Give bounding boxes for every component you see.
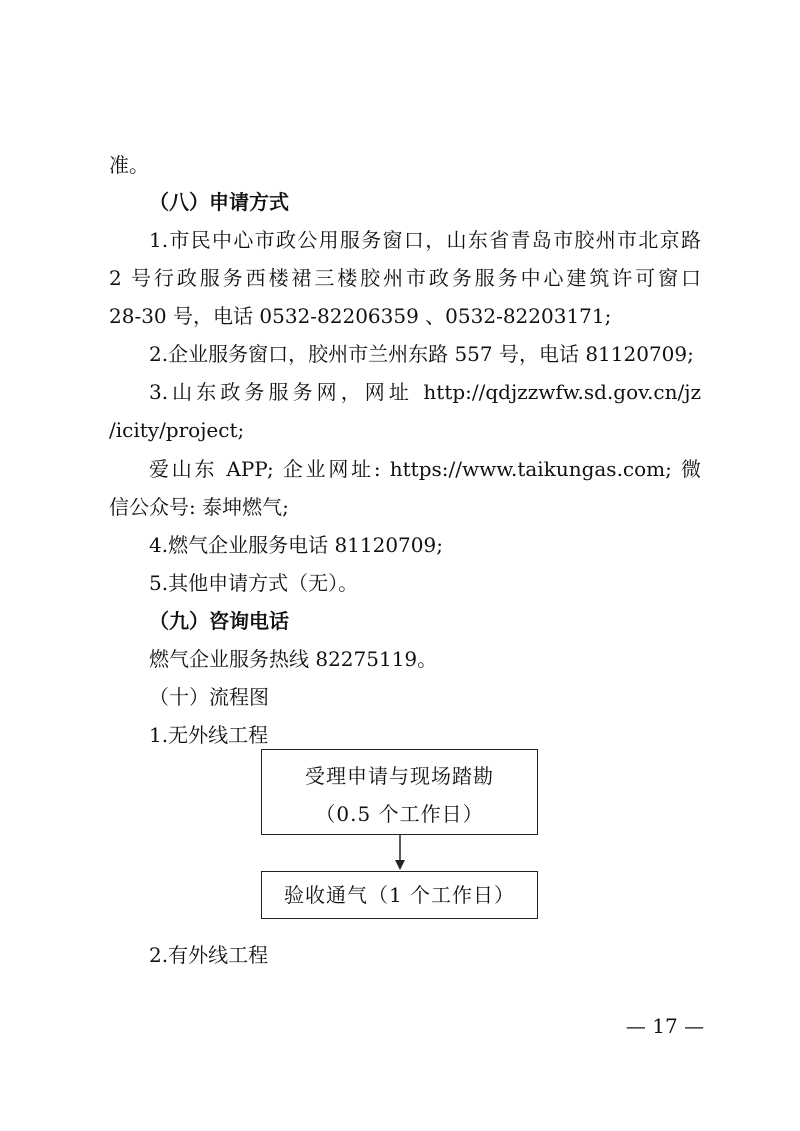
section-heading-consultation-phone: （九）咨询电话 [149,609,289,633]
flowchart-arrow-icon [389,835,411,871]
text-line: 28-30 号，电话 0532-82206359 、0532-82203171; [109,304,612,328]
text-line: 准。 [109,153,149,177]
text-line: 燃气企业服务热线 82275119。 [149,647,438,671]
section-heading-application-method: （八）申请方式 [149,190,289,214]
flowchart-box-acceptance [261,749,538,835]
section-heading-flowchart: （十）流程图 [149,685,269,709]
text-line: 5.其他申请方式（无）。 [149,571,359,595]
text-line: 2.企业服务窗口，胶州市兰州东路 557 号，电话 81120709; [149,342,694,366]
flowchart-box-acceptance-duration: （0.5 个工作日） [315,802,484,826]
text-line: /icity/project; [109,418,245,442]
text-line: 爱山东 APP; 企业网址: https://www.taikungas.com; 微 [149,457,701,481]
text-line: 1.无外线工程 [149,723,269,747]
text-line: 4.燃气企业服务电话 81120709; [149,533,443,557]
text-line: 2 号行政服务西楼裙三楼胶州市政务服务中心建筑许可窗口 [109,266,701,290]
text-line: 信公众号: 泰坤燃气; [109,495,289,519]
flowchart-box-acceptance-title: 受理申请与现场踏勘 [305,764,494,788]
page-number: — 17 — [625,1014,705,1038]
text-line: 2.有外线工程 [149,943,269,967]
flowchart-box-inspection: 验收通气（1 个工作日） [261,871,538,919]
text-line: 3.山东政务服务网，网址 http://qdjzzwfw.sd.gov.cn/jz [149,380,701,404]
text-line: 1.市民中心市政公用服务窗口，山东省青岛市胶州市北京路 [149,228,701,252]
